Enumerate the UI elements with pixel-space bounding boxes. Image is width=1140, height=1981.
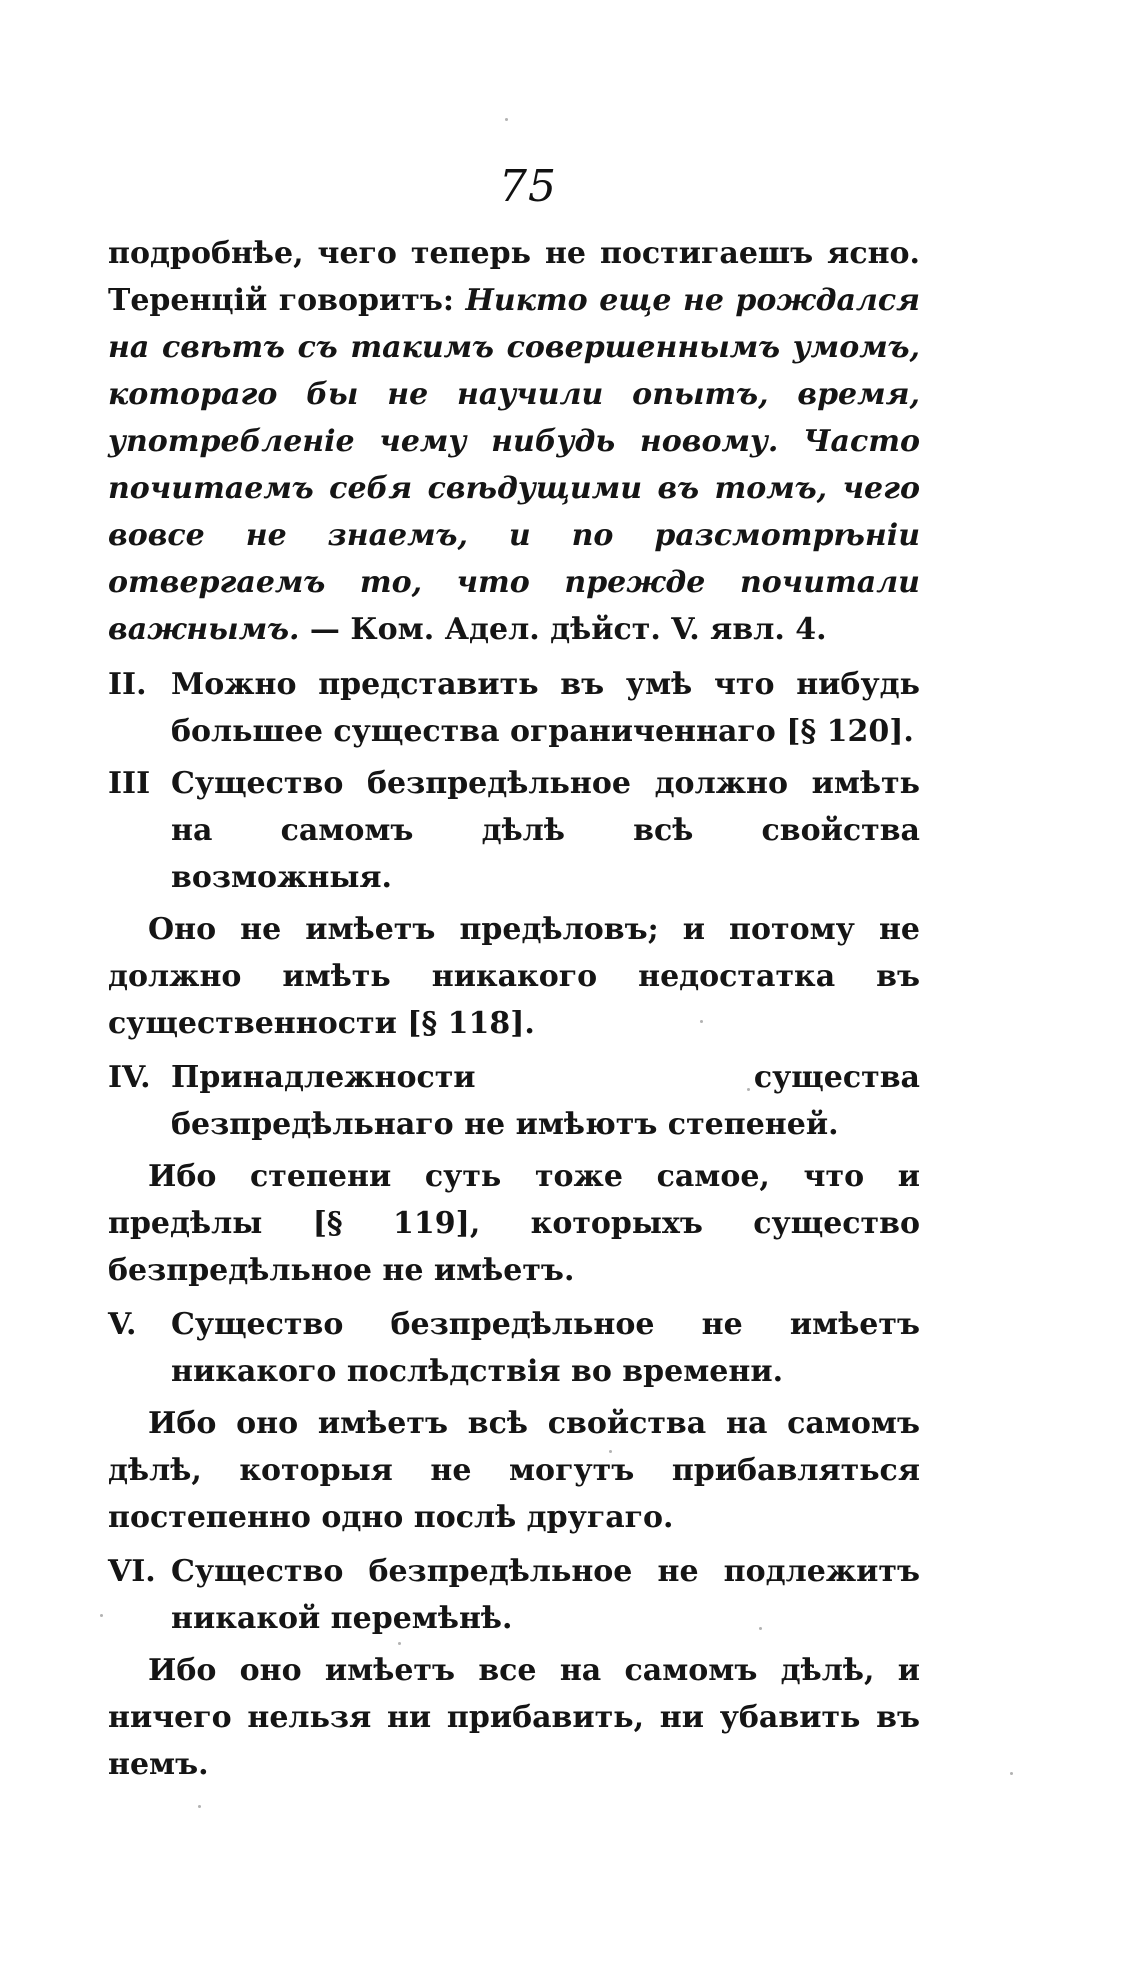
section-text: Существо безпредѣльное не имѣетъ никакого послѣдствія во времени. — [171, 1307, 920, 1389]
section-V — [108, 1301, 920, 1395]
section-IV — [108, 1054, 920, 1148]
explanation-paragraph: Ибо оно имѣетъ всѣ свойства на самомъ дѣлѣ, которыя не могутъ прибавляться постепенно одно послѣ другаго. — [108, 1406, 920, 1535]
terence-quote: Никто еще не рождался на свѣтъ съ такимъ совершеннымъ умомъ, котораго бы не научили опытъ, время, употребленіе чему нибудь новому. Часто почитаемъ себя свѣдущими въ томъ, чего вовсе не знаемъ, и по разсмотрѣніи отвергаемъ то, что прежде почитали важнымъ. — [108, 283, 920, 647]
section-text: Можно представить въ умѣ что нибудь большее существа ограниченнаго [§ 120]. — [171, 667, 920, 749]
section-III — [108, 760, 920, 901]
section-text: Существо безпредѣльное должно имѣть на самомъ дѣлѣ всѣ свойства возможныя. — [171, 766, 920, 895]
opening-text: подробнѣе, чего теперь не постигаешъ ясно. Теренцій говоритъ: — [108, 236, 920, 318]
page-number: 75 — [499, 161, 557, 212]
section-number: VI. — [108, 1554, 156, 1589]
section-text: Существо безпредѣльное не подлежитъ никакой перемѣнѣ. — [171, 1554, 920, 1636]
section-number: III — [108, 766, 151, 801]
explanation-paragraph: Оно не имѣетъ предѣловъ; и потому не должно имѣть никакого недостатка въ существенности [§ 118]. — [108, 912, 920, 1041]
section-text: Принадлежности существа безпредѣльнаго не имѣютъ степеней. — [171, 1060, 920, 1142]
comedy-reference: — Ком. Адел. дѣйст. V. явл. 4. — [299, 612, 827, 647]
section-II — [108, 661, 920, 755]
opening-quote-paragraph — [108, 230, 920, 653]
section-number: II. — [108, 667, 147, 702]
section-number: V. — [108, 1307, 137, 1342]
section-number: IV. — [108, 1060, 151, 1095]
section-VI — [108, 1548, 920, 1642]
explanation-paragraph: Ибо оно имѣетъ все на самомъ дѣлѣ, и ничего нельзя ни прибавить, ни убавить въ немъ. — [108, 1653, 920, 1782]
book-text — [108, 230, 920, 1795]
explanation-paragraph: Ибо степени суть тоже самое, что и предѣлы [§ 119], которыхъ существо безпредѣльное не имѣетъ. — [108, 1159, 920, 1288]
